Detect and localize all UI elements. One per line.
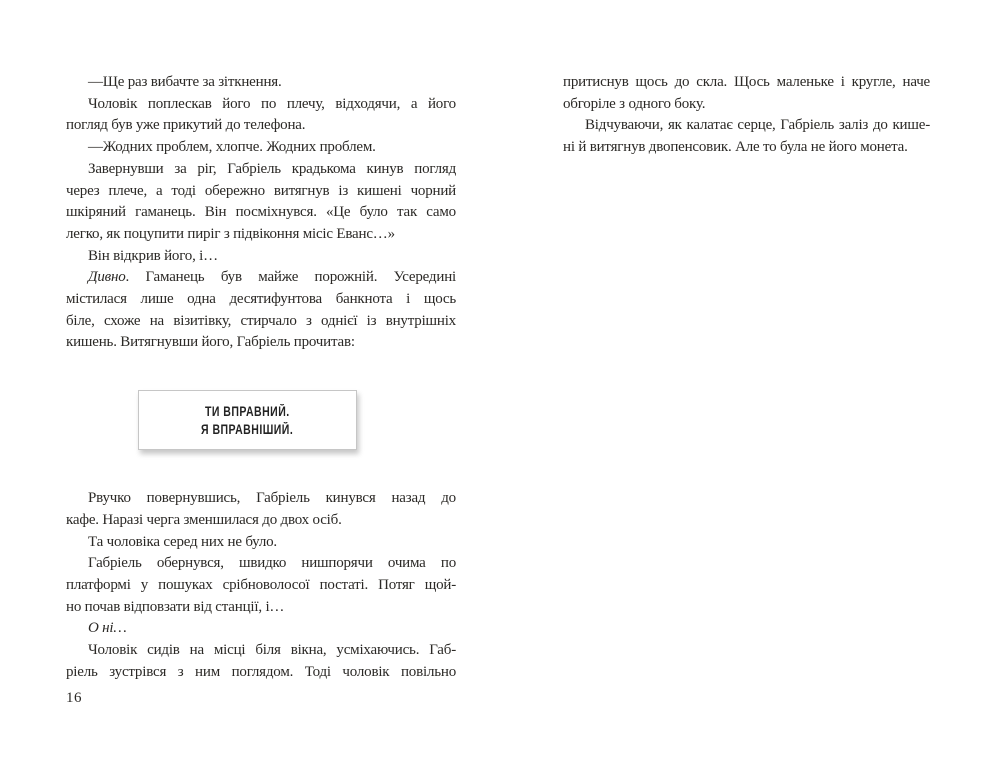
- text-line: Завернувши за ріг, Габріель крадькома кинув погляд: [88, 160, 456, 177]
- text-line: Габріель обернувся, швидко нишпорячи очима по: [88, 555, 456, 572]
- text-line: притиснув щось до скла. Щось маленьке і кругле, наче: [563, 74, 930, 90]
- text-line: ріель зустрівся з ним поглядом. Тоді чоловік повільно: [66, 663, 456, 680]
- text-line: О ні…: [88, 620, 127, 637]
- text-line: кишень. Витягнувши його, Габріель прочитав:: [66, 334, 355, 351]
- text-line: —Жодних проблем, хлопче. Жодних проблем.: [88, 139, 376, 156]
- text-line: через плече, а тоді обережно витягнув із кишені чорний: [66, 182, 456, 199]
- right-page-column: [563, 72, 930, 159]
- text-line: обгоріле з одного боку.: [563, 95, 706, 112]
- calling-card-note: [138, 390, 357, 450]
- left-text-block-bottom: [66, 488, 456, 683]
- text-line: Рвучко повернувшись, Габріель кинувся назад до: [88, 490, 456, 507]
- note-card-line-1: ТИ ВПРАВНИЙ.: [205, 403, 290, 419]
- text-line: Чоловік поплескав його по плечу, відходячи, а його: [88, 95, 456, 112]
- text-line: Чоловік сидів на місці біля вікна, усміхаючись. Габ-: [88, 642, 456, 659]
- text-line: Відчуваючи, як калатає серце, Габріель заліз до кише-: [585, 117, 930, 134]
- text-line: кафе. Наразі черга зменшилася до двох осіб.: [66, 511, 342, 528]
- text-line: біле, схоже на візитівку, стирчало з однієї із внутрішніх: [66, 312, 456, 329]
- text-line: —Ще раз вибачте за зіткнення.: [88, 74, 282, 90]
- text-line: Та чоловіка серед них не було.: [88, 533, 277, 550]
- text-line: Дивно. Гаманець був майже порожній. Усередині: [88, 269, 456, 286]
- text-line: Він відкрив його, і…: [88, 247, 218, 264]
- left-text-block-top: [66, 72, 456, 354]
- text-line: шкіряний гаманець. Він посміхнувся. «Це було так само: [66, 204, 456, 221]
- text-line: но почав відповзати від станції, і…: [66, 598, 285, 615]
- note-card-line-2: Я ВПРАВНІШИЙ.: [201, 421, 294, 437]
- text-line: погляд був уже прикутий до телефона.: [66, 117, 306, 134]
- text-line: платформі у пошуках срібноволосої постаті. Потяг щой-: [66, 576, 456, 593]
- right-text-block: [563, 72, 930, 159]
- text-line: містилася лише одна десятифунтова банкнота і щось: [66, 291, 456, 308]
- text-line: легко, як поцупити пиріг з підвіконня місіс Еванс…»: [66, 225, 395, 242]
- left-page-column: [66, 72, 456, 683]
- text-line: ні й витягнув двопенсовик. Але то була не його монета.: [563, 139, 908, 156]
- page-number: 16: [66, 690, 82, 706]
